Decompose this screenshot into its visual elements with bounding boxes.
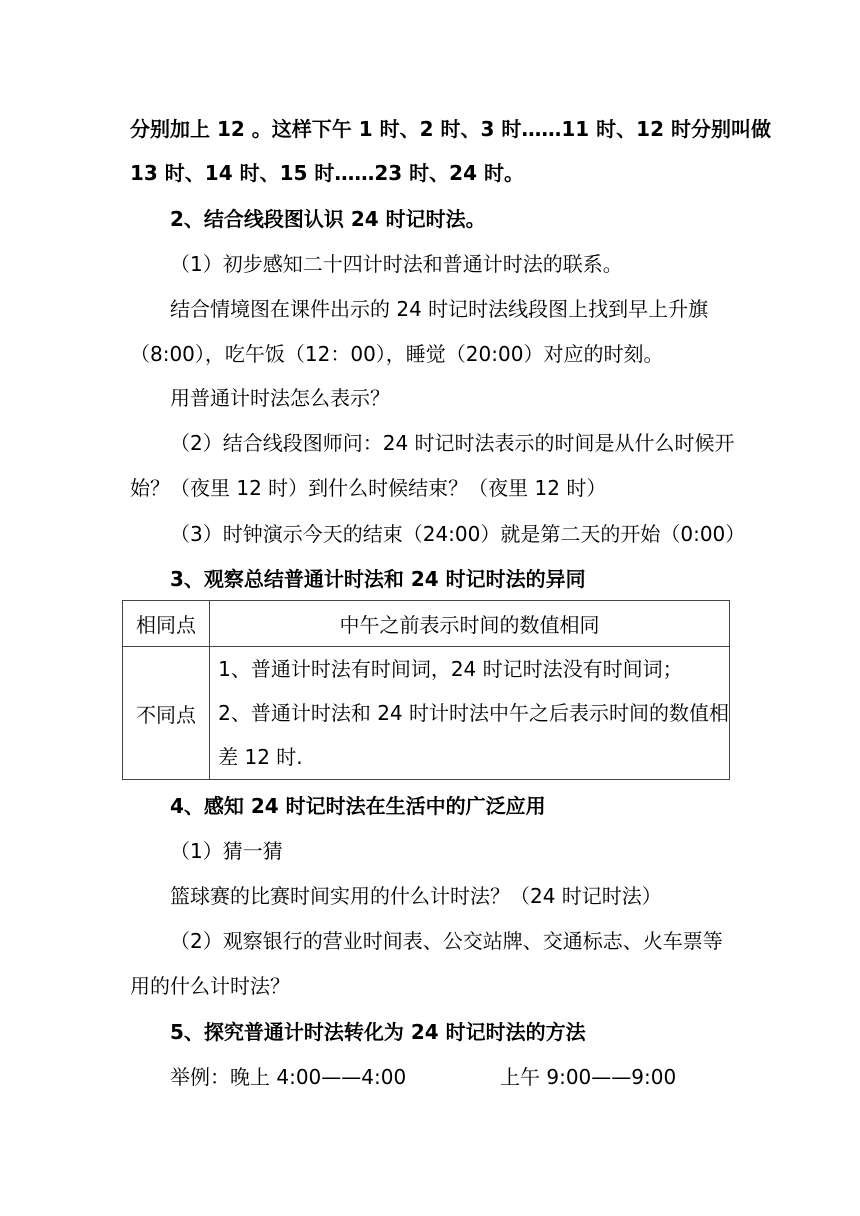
table-row <box>123 647 730 780</box>
text-line: 13 时、14 时、15 时……23 时、24 时。 <box>130 161 524 185</box>
text-line: （3）时钟演示今天的结束（24:00）就是第二天的开始（0:00） <box>170 522 746 546</box>
table-row <box>123 601 730 647</box>
text-line: （2）观察银行的营业时间表、公交站牌、交通标志、火车票等 <box>170 929 723 953</box>
text-line: 用的什么计时法？ <box>130 974 290 998</box>
text-line: （2）结合线段图师问：24 时记时法表示的时间是从什么时候开 <box>170 431 735 455</box>
same-label-cell: 相同点 <box>123 601 210 647</box>
text-line: 用普通计时法怎么表示？ <box>170 386 390 410</box>
sub-heading: （1）猜一猜 <box>170 839 283 863</box>
section-heading-4: 4、感知 24 时记时法在生活中的广泛应用 <box>170 794 546 818</box>
diff-text-cell <box>210 647 730 780</box>
section-heading-5: 5、探究普通计时法转化为 24 时记时法的方法 <box>170 1020 586 1044</box>
text-line: 始？（夜里 12 时）到什么时候结束？（夜里 12 时） <box>130 476 607 500</box>
example-evening: 举例：晚上 4:00——4:00 <box>170 1065 407 1089</box>
diff-line: 差 12 时. <box>218 745 303 769</box>
diff-line: 1、普通计时法有时间词，24 时记时法没有时间词； <box>218 657 683 681</box>
diff-line: 2、普通计时法和 24 时计时法中午之后表示时间的数值相 <box>218 701 729 725</box>
diff-label-cell: 不同点 <box>123 647 210 780</box>
section-heading-2: 2、结合线段图认识 24 时记时法。 <box>170 207 486 231</box>
text-line: 结合情境图在课件出示的 24 时记时法线段图上找到早上升旗 <box>170 297 709 321</box>
text-line: 篮球赛的比赛时间实用的什么计时法？（24 时记时法） <box>170 884 662 908</box>
sub-heading: （1）初步感知二十四计时法和普通计时法的联系。 <box>170 252 623 276</box>
example-morning: 上午 9:00——9:00 <box>500 1065 677 1089</box>
section-heading-3: 3、观察总结普通计时法和 24 时记时法的异同 <box>170 567 586 591</box>
text-line: 分别加上 12 。这样下午 1 时、2 时、3 时……11 时、12 时分别叫做 <box>130 117 771 141</box>
same-text-cell: 中午之前表示时间的数值相同 <box>210 601 730 647</box>
comparison-table <box>122 600 730 780</box>
text-line: （8:00），吃午饭（12：00），睡觉（20:00）对应的时刻。 <box>130 342 664 366</box>
